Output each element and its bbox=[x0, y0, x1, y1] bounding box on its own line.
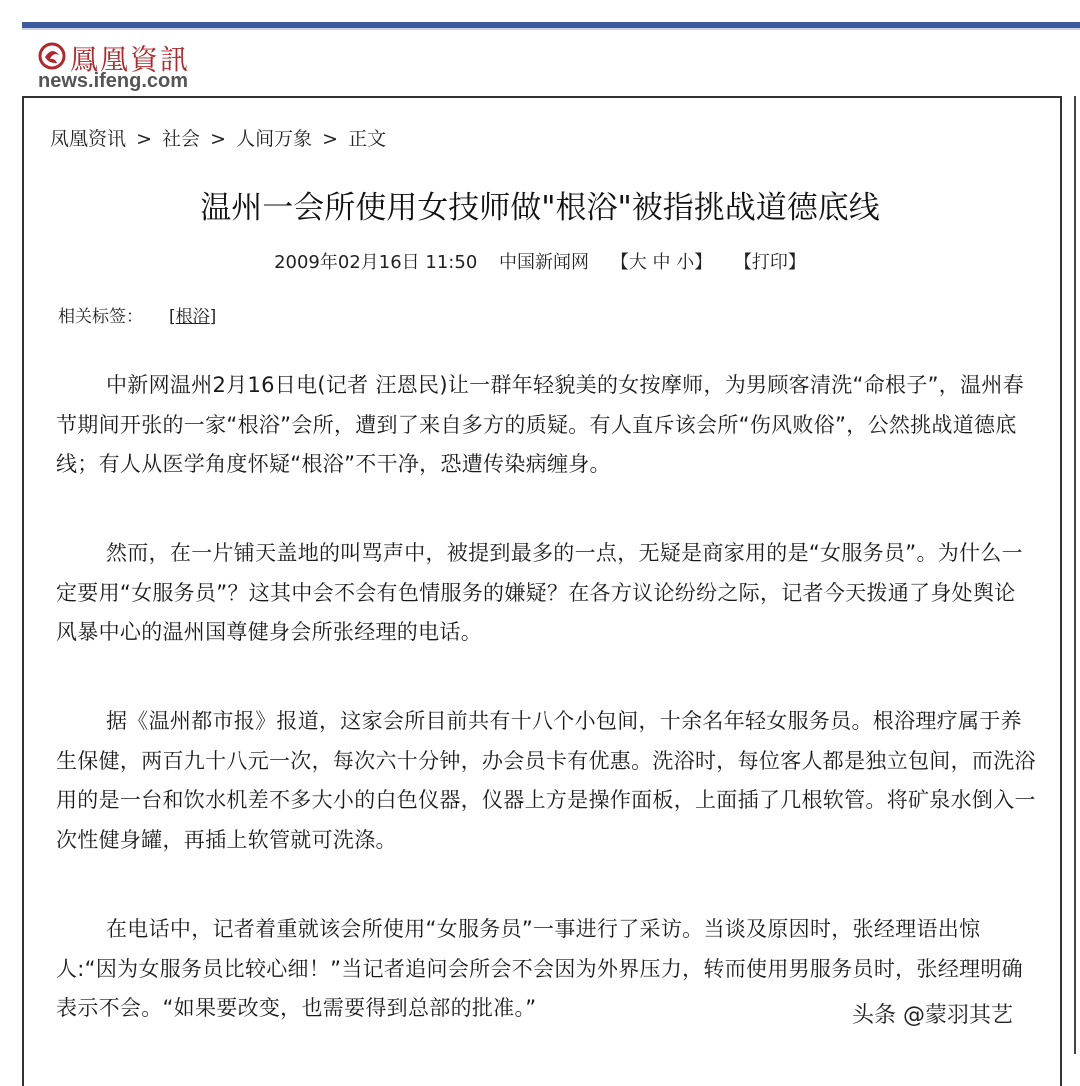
publish-datetime: 2009年02月16日 11:50 bbox=[274, 252, 478, 273]
breadcrumb-separator: > bbox=[136, 128, 152, 150]
breadcrumb-separator: > bbox=[210, 128, 227, 150]
tag-bracket-close: ] bbox=[209, 307, 217, 327]
breadcrumb-item-home[interactable]: 凤凰资讯 bbox=[50, 128, 127, 150]
print-link[interactable]: 【打印】 bbox=[733, 252, 806, 273]
logo-chinese-text: 鳳凰資訊 bbox=[70, 43, 191, 76]
article-paragraph: 然而，在一片铺天盖地的叫骂声中，被提到最多的一点，无疑是商家用的是“女服务员”。为什么一定要用“女服务员”？这其中会不会有色情服务的嫌疑？在各方议论纷纷之际，记者今天拨通了身处舆论风暴中心的温州国尊健身会所张经理的电话。 bbox=[56, 541, 1023, 644]
breadcrumb-item-current: 正文 bbox=[348, 128, 387, 150]
article-title: 温州一会所使用女技师做"根浴"被指挑战道德底线 bbox=[200, 190, 880, 226]
breadcrumb-item-society[interactable]: 社会 bbox=[162, 128, 201, 150]
article-meta bbox=[0, 248, 1080, 274]
header-bar-shadow bbox=[22, 28, 1080, 30]
article-source[interactable]: 中国新闻网 bbox=[499, 252, 590, 273]
watermark: 头条 @蒙羽其艺 bbox=[852, 1003, 1013, 1028]
related-tags bbox=[58, 302, 216, 327]
breadcrumb-separator: > bbox=[322, 128, 339, 150]
tag-bracket-open: [ bbox=[169, 307, 176, 327]
article-paragraph: 据《温州都市报》报道，这家会所目前共有十八个小包间，十余名年轻女服务员。根浴理疗属于养生保健，两百九十八元一次，每次六十分钟，办会员卡有优惠。洗浴时，每位客人都是独立包间，而洗浴用的是一台和饮水机差不多大小的白色仪器，仪器上方是操作面板，上面插了几根软管。将矿泉水倒入一次性健身罐，再插上软管就可洗涤。 bbox=[56, 709, 1036, 852]
ifeng-logo[interactable] bbox=[36, 38, 236, 94]
breadcrumb-item-life[interactable]: 人间万象 bbox=[236, 128, 313, 150]
page-divider bbox=[1074, 96, 1076, 1054]
article-paragraph: 中新网温州2月16日电(记者 汪恩民)让一群年轻貌美的女按摩师，为男顾客清洗“命根子”，温州春节期间开张的一家“根浴”会所，遭到了来自多方的质疑。有人直斥该会所“伤风败俗”，公然挑战道德底线；有人从医学角度怀疑“根浴”不干净，恐遭传染病缠身。 bbox=[56, 373, 1024, 476]
phoenix-logo-icon bbox=[38, 42, 66, 70]
font-size-controls[interactable]: 【大 中 小】 bbox=[610, 252, 713, 273]
breadcrumb bbox=[50, 124, 390, 151]
tags-label: 相关标签： bbox=[58, 307, 143, 327]
article-paragraph: 在电话中，记者着重就该会所使用“女服务员”一事进行了采访。当谈及原因时，张经理语出惊人:“因为女服务员比较心细！”当记者追问会所会不会因为外界压力，转而使用男服务员时，张经理明确表示不会。“如果要改变，也需要得到总部的批准。” bbox=[56, 917, 1023, 1020]
logo-url-text: news.ifeng.com bbox=[38, 70, 189, 92]
tag-link[interactable]: 根浴 bbox=[175, 307, 210, 327]
